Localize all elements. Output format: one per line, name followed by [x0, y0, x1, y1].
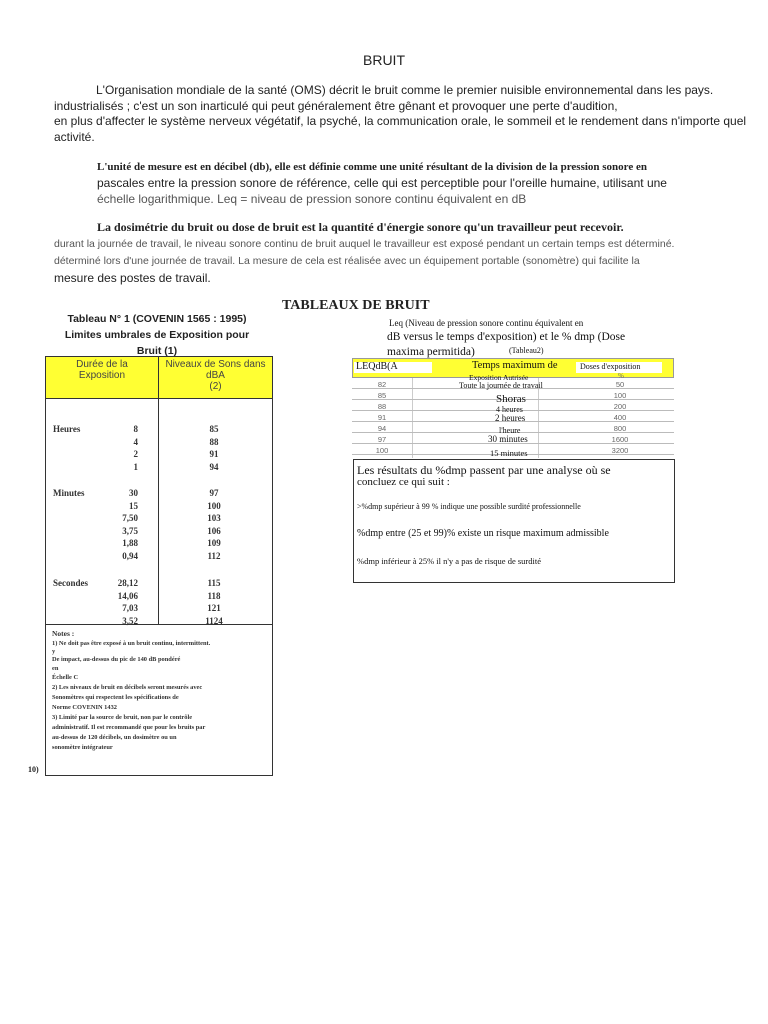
note-line: Notes :: [52, 629, 75, 638]
table1-duration-cell: 30: [129, 488, 138, 498]
table1-level-cell: 106: [207, 525, 221, 536]
table2-dose-cell: 400: [613, 413, 627, 422]
table2-time: 30 minutes: [488, 434, 528, 444]
table2-header-doses: Doses d'exposition: [580, 362, 641, 371]
table1-level-cell: 121: [207, 603, 221, 613]
table1-duration-cell: 14,06: [117, 590, 138, 601]
footnote-marker: 10): [28, 765, 39, 774]
table1-heading: [40, 311, 274, 359]
table2-leq-dose: [352, 358, 674, 458]
table1-level-cell: 115: [207, 578, 221, 588]
table1-unit-label: Minutes: [53, 488, 85, 498]
table1-heading-line: Tableau N° 1 (COVENIN 1565 : 1995): [67, 313, 247, 325]
table1-exposure-limits: [45, 356, 273, 776]
table1-duration-cell: 0,94: [122, 550, 138, 561]
results-box: [353, 459, 675, 583]
table2-leq-cell: 100: [375, 446, 389, 455]
table2-time: Shoras: [496, 393, 526, 405]
table2-time: Toute la journée de travail: [459, 381, 543, 390]
table2-caption: dB versus le temps d'exposition) et le % dmp (Dose: [387, 331, 626, 343]
table1-level-cell: 94: [209, 461, 219, 472]
table2-leq-cell: 97: [377, 435, 387, 444]
table1-duration-cell: 7,03: [122, 603, 138, 613]
header-line: Exposition: [78, 370, 126, 381]
paragraph-unit: [97, 159, 757, 207]
header-line: (2): [209, 381, 222, 392]
note-line: administratif. Il est recommandé que pour les bruits par: [52, 724, 206, 731]
para2-line: L'unité de mesure est en décibel (db), elle est définie comme une unité résultant de la division de la pression sonore en: [97, 161, 647, 173]
table1-divider: [46, 624, 272, 625]
results-line: %dmp entre (25 et 99)% existe un risque maximum admissible: [357, 528, 609, 539]
table1-duration-cell: 2: [133, 449, 138, 459]
para1-line: L'Organisation mondiale de la santé (OMS) décrit le bruit comme le premier nuisible environnemental dans les pays.: [96, 83, 714, 97]
results-line: >%dmp supérieur à 99 % indique une possible surdité professionnelle: [357, 502, 581, 511]
para3-line: déterminé lors d'une journée de travail. La mesure de cela est réalisée avec un équipement portable (sonomètre) qui facilite la: [54, 255, 640, 267]
header-line: Durée de la: [76, 359, 128, 370]
note-line: en: [52, 665, 59, 672]
table2-caption: maxima permitida): [387, 346, 475, 358]
section-title: TABLEAUX DE BRUIT: [282, 298, 430, 313]
table1-header-duration: [46, 357, 159, 399]
page-title: BRUIT: [363, 52, 405, 68]
table2-leq-cell: 91: [377, 413, 387, 422]
table2-caption: Leq (Niveau de pression sonore continu équivalent en: [389, 318, 584, 328]
table2-header-temps: Temps maximum de: [472, 360, 558, 371]
table1-level-cell: 109: [207, 538, 221, 548]
table2-caption-tag: (Tableau2): [509, 346, 544, 355]
results-line: concluez ce qui suit :: [357, 476, 450, 488]
table2-dose-cell: 1600: [611, 435, 629, 444]
table1-duration-cell: 15: [129, 500, 138, 511]
table2-leq-cell: 94: [377, 424, 387, 433]
results-line: Les résultats du %dmp passent par une analyse où se: [357, 463, 611, 477]
note-line: De impact, au-dessus du pic de 140 dB pondéré: [52, 656, 181, 663]
note-line: sonomètre intégrateur: [52, 744, 113, 751]
table2-time: 15 minutes: [490, 448, 528, 458]
para3-line: durant la journée de travail, le niveau sonore continu de bruit auquel le travailleur est exposé pendant un certain temps est déterminé.: [54, 238, 675, 250]
table1-level-cell: 97: [209, 488, 219, 498]
note-line: 3) Limité par la source de bruit, non par le contrôle: [52, 714, 193, 721]
table2-header-pct: %: [618, 372, 624, 380]
table1-duration-cell: 1,88: [122, 538, 138, 548]
table2-dose-cell: 200: [613, 402, 627, 411]
table1-duration-cell: 1: [133, 461, 138, 472]
table1-level-cell: 1124: [205, 615, 223, 626]
table2-header-sub: Exposition Autrisée: [469, 373, 529, 382]
table2-time: 2 heures: [495, 413, 526, 423]
table2-dose-cell: 3200: [611, 446, 629, 455]
table1-level-cell: 85: [209, 424, 219, 434]
header-line: dBA: [206, 370, 225, 381]
table1-level-cell: 103: [207, 513, 221, 523]
table1-level-cell: 91: [209, 449, 219, 459]
table1-level-cell: 118: [207, 590, 221, 601]
table2-dose-cell: 800: [613, 424, 627, 433]
header-line: Niveaux de Sons dans: [165, 359, 266, 370]
paragraph-dosimetry: [54, 219, 754, 287]
table1-duration-cell: 8: [133, 424, 138, 434]
para1-line: industrialisés ; c'est un son inarticulé qui peut généralement être gênant et provoquer une perte d'audition,: [54, 98, 618, 113]
para2-line: échelle logarithmique. Leq = niveau de pression sonore continu équivalent en dB: [97, 192, 527, 206]
para1-line: en plus d'affecter le système nerveux végétatif, la psyché, la communication orale, le sommeil et le rendement dans n'importe quel: [54, 114, 747, 128]
table2-dose-cell: 50: [615, 380, 625, 389]
table1-duration-cell: 4: [133, 436, 138, 447]
note-line: y: [52, 648, 56, 655]
table2-header-leq: LEQdB(A: [356, 361, 398, 372]
note-line: Norme COVENIN 1432: [52, 704, 117, 711]
note-line: au-dessus de 120 décibels, un dosimètre ou un: [52, 734, 177, 741]
note-line: 2) Les niveaux de bruit en décibels seront mesurés avec: [52, 684, 203, 691]
table1-duration-cell: 3,52: [122, 615, 138, 626]
table1-level-cell: 88: [209, 436, 219, 447]
para2-line: pascales entre la pression sonore de référence, celle qui est perceptible pour l'oreille humaine, utilisant une: [97, 176, 667, 190]
para1-line: activité.: [54, 129, 95, 144]
table1-heading-line: Limites umbrales de Exposition pour: [64, 329, 250, 341]
table1-heading-line: Bruit (1): [136, 345, 178, 357]
table1-duration-cell: 28,12: [117, 578, 138, 588]
table1-duration-cell: 3,75: [122, 525, 138, 536]
table1-notes: [52, 629, 268, 753]
table1-level-cell: 112: [207, 550, 221, 561]
para3-line: mesure des postes de travail.: [54, 271, 211, 285]
table1-unit-label: Secondes: [53, 578, 89, 588]
table1-unit-label: Heures: [53, 424, 81, 434]
paragraph-intro: [54, 83, 754, 145]
table1-level-cell: 100: [207, 500, 221, 511]
table1-duration-cell: 7,50: [122, 513, 138, 523]
note-line: Échelle C: [52, 674, 79, 681]
table2-leq-cell: 82: [377, 380, 387, 389]
results-line: %dmp inférieur à 25% il n'y a pas de risque de surdité: [357, 556, 541, 566]
para3-line: La dosimétrie du bruit ou dose de bruit est la quantité d'énergie sonore qu'un travailleur peut recevoir.: [97, 220, 624, 234]
table1-header-levels: [159, 357, 272, 399]
table1-divider: [158, 357, 159, 624]
note-line: 1) Ne doit pas être exposé à un bruit continu, intermittent.: [52, 640, 211, 647]
table2-time: 4 heures: [496, 405, 523, 414]
table2-dose-cell: 100: [613, 391, 627, 400]
table2-leq-cell: 85: [377, 391, 387, 400]
table2-time: l'heure: [499, 426, 521, 435]
table2-leq-cell: 88: [377, 402, 387, 411]
note-line: Sonomètres qui respectent les spécifications de: [52, 694, 179, 701]
